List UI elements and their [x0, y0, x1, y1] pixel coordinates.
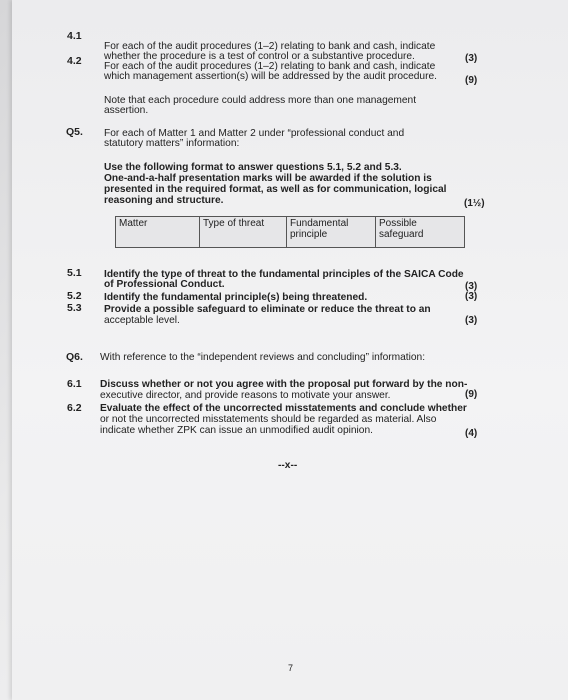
header-possible-safeguard	[376, 217, 465, 248]
question-number-6-1: 6.1	[67, 378, 82, 390]
header-possible-safeguard-line1: Possible	[379, 218, 417, 229]
mark-5-2: (3)	[465, 291, 478, 302]
question-4-1-text-line2: whether the procedure is a test of control or a substantive procedure.	[104, 51, 415, 62]
question-number-5-1: 5.1	[67, 267, 82, 279]
page-number: 7	[288, 663, 294, 673]
question-5-1-text-line1: Identify the type of threat to the fundamental principles of the SAICA Code	[104, 269, 464, 280]
question-5-intro-line2: statutory matters” information:	[104, 138, 240, 149]
question-5-1-text-line2: of Professional Conduct.	[104, 279, 225, 290]
question-4-1-text-line1: For each of the audit procedures (1–2) relating to bank and cash, indicate	[104, 41, 436, 52]
question-number-4-1: 4.1	[67, 30, 82, 42]
question-4-2-text-line1: For each of the audit procedures (1–2) relating to bank and cash, indicate	[104, 61, 436, 72]
question-number-5: Q5.	[66, 126, 83, 138]
end-marker: --x--	[278, 460, 298, 471]
mark-4-1: (3)	[465, 53, 478, 64]
mark-5-3: (3)	[465, 315, 478, 326]
question-6-2-text-line2: or not the uncorrected misstatements should be regarded as material. Also	[100, 414, 437, 425]
format-instruction-line2: One-and-a-half presentation marks will be awarded if the solution is	[104, 173, 432, 184]
mark-6-2: (4)	[465, 428, 478, 439]
header-possible-safeguard-line2: safeguard	[379, 228, 424, 240]
question-number-6: Q6.	[66, 351, 83, 363]
header-fundamental-principle-line2: principle	[290, 228, 328, 240]
format-instruction-line4: reasoning and structure.	[104, 195, 224, 206]
question-6-1-text-line1: Discuss whether or not you agree with the proposal put forward by the non-	[100, 379, 468, 390]
question-number-5-2: 5.2	[67, 290, 82, 302]
question-number-4-2: 4.2	[67, 55, 82, 67]
mark-5-1: (3)	[465, 281, 478, 292]
question-6-1-text-line2: executive director, and provide reasons to motivate your answer.	[100, 390, 391, 401]
header-fundamental-principle-line1: Fundamental	[290, 218, 349, 229]
mark-presentation: (1½)	[464, 198, 485, 209]
question-5-3-text-line2: acceptable level.	[104, 315, 180, 326]
question-6-2-text-line1: Evaluate the effect of the uncorrected misstatements and conclude whether	[100, 403, 467, 414]
header-fundamental-principle	[287, 217, 376, 248]
question-5-intro-line1: For each of Matter 1 and Matter 2 under “professional conduct and	[104, 128, 405, 139]
header-type-of-threat: Type of threat	[200, 217, 287, 248]
note-line1: Note that each procedure could address more than one management	[104, 95, 417, 106]
question-5-2-text: Identify the fundamental principle(s) being threatened.	[104, 292, 368, 303]
question-number-5-3: 5.3	[67, 302, 82, 314]
question-number-6-2: 6.2	[67, 402, 82, 414]
question-5-3-text-line1: Provide a possible safeguard to eliminate or reduce the threat to an	[104, 304, 431, 315]
mark-4-2: (9)	[465, 75, 478, 86]
question-6-2-text-line3: indicate whether ZPK can issue an unmodified audit opinion.	[100, 425, 373, 436]
format-instruction-line1: Use the following format to answer questions 5.1, 5.2 and 5.3.	[104, 162, 402, 173]
mark-6-1: (9)	[465, 389, 478, 400]
question-6-intro: With reference to the “independent reviews and concluding” information:	[100, 352, 426, 363]
header-matter: Matter	[116, 217, 200, 248]
format-instruction-line3: presented in the required format, as well as for communication, logical	[104, 184, 447, 195]
note-line2: assertion.	[104, 105, 149, 116]
answer-format-table	[115, 216, 465, 248]
table-header-row	[116, 217, 465, 248]
exam-page	[12, 0, 568, 700]
question-4-2-text-line2: which management assertion(s) will be addressed by the audit procedure.	[104, 71, 437, 82]
